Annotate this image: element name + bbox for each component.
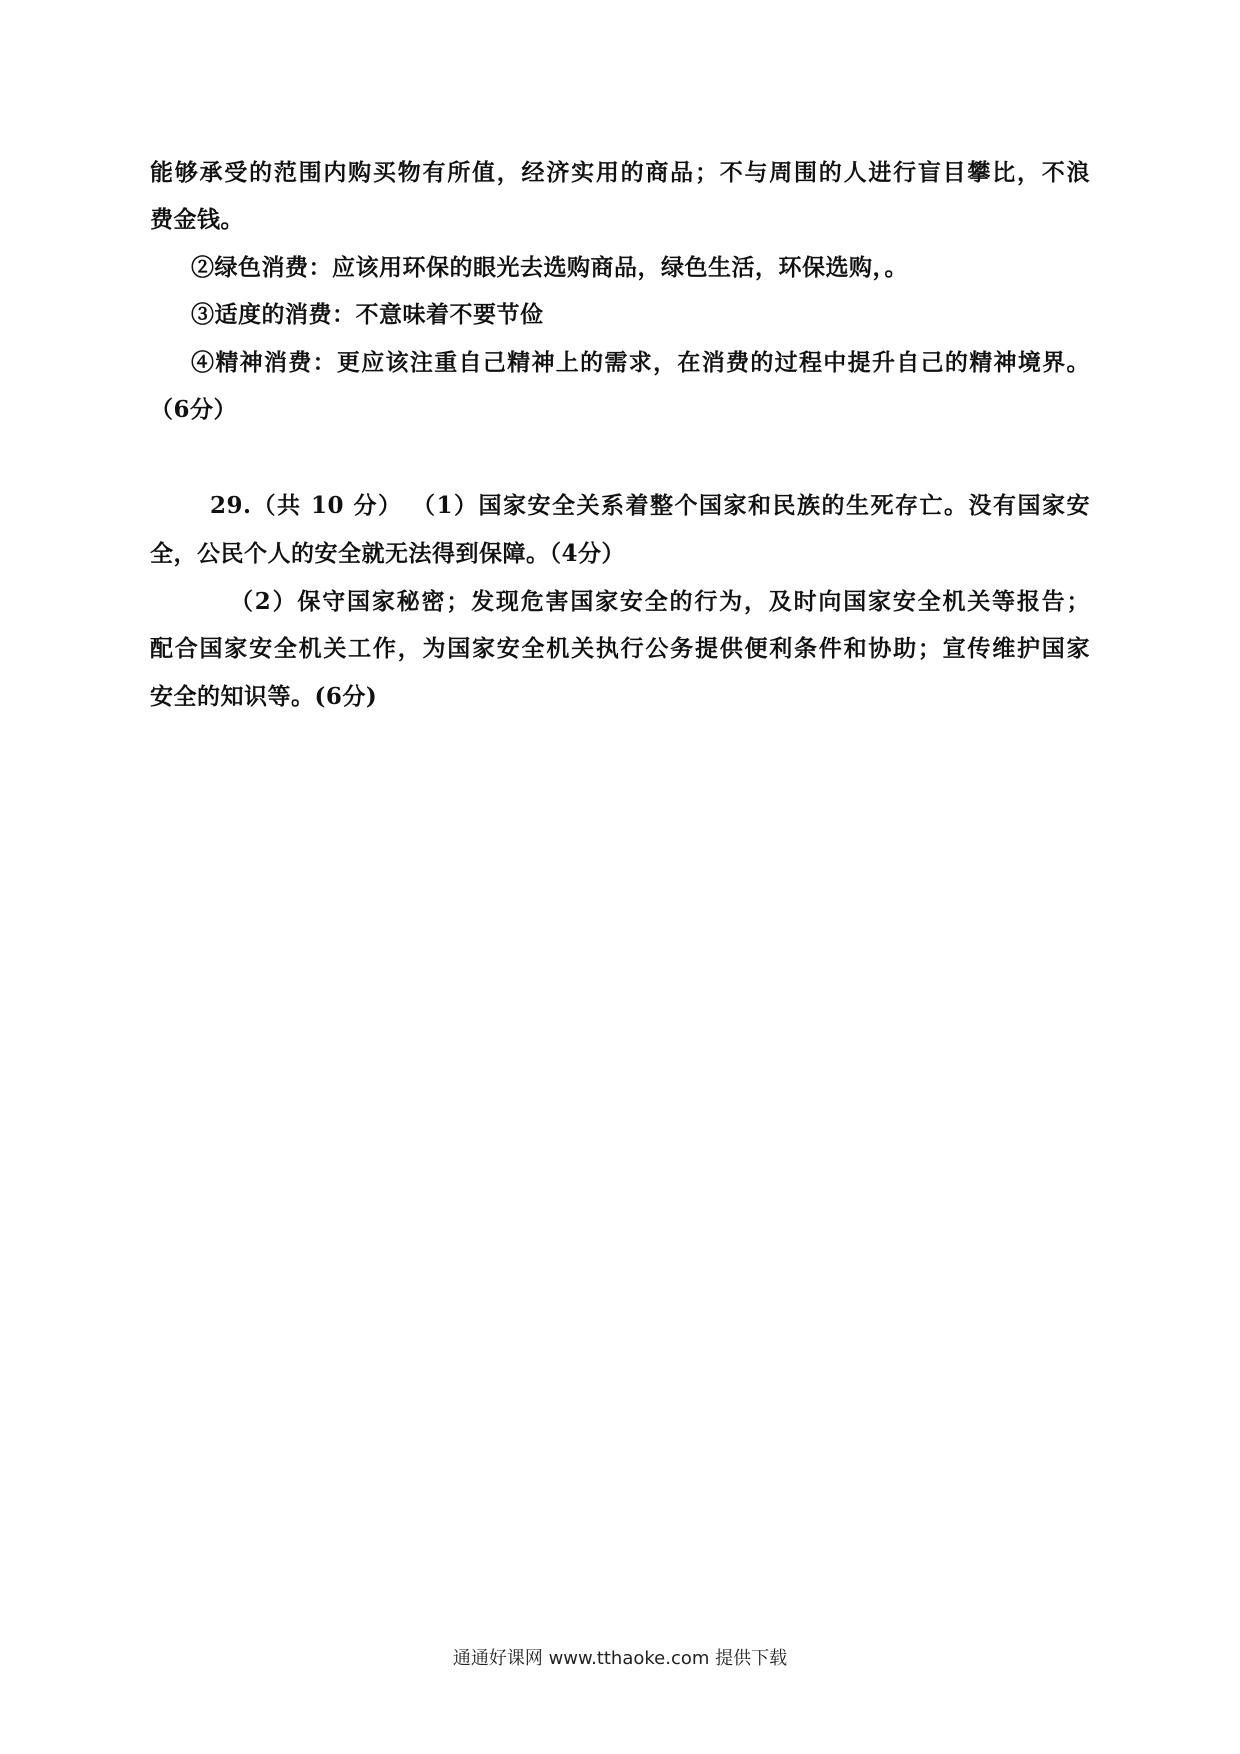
q29-answer-line-2: 全，公民个人的安全就无法得到保障。（4分） (150, 540, 626, 567)
q28-answer-line-1: 能够承受的范围内购买物有所值，经济实用的商品；不与周围的人进行盲目攀比，不浪 (150, 159, 1090, 186)
q28-answer-line-2: 费金钱。 (150, 206, 244, 233)
q28-score: （6分） (150, 396, 238, 423)
q29-answer-line-1: 29.（共 10 分） （1）国家安全关系着整个国家和民族的生死存亡。没有国家安 (210, 492, 1090, 519)
q28-item-spiritual-consumption: ④精神消费：更应该注重自己精神上的需求，在消费的过程中提升自己的精神境界。 (191, 349, 1090, 376)
q29-part2-line-1: （2）保守国家秘密；发现危害国家安全的行为，及时向国家安全机关等报告； (230, 588, 1090, 615)
q28-item-moderate-consumption: ③适度的消费：不意味着不要节俭 (191, 301, 544, 328)
q29-part2-line-2: 配合国家安全机关工作，为国家安全机关执行公务提供便利条件和协助；宣传维护国家 (150, 635, 1090, 662)
q29-part2-line-3: 安全的知识等。(6分) (150, 683, 378, 710)
footer-download-note: 通通好课网 www.tthaoke.com 提供下载 (452, 1648, 788, 1669)
q28-item-green-consumption: ②绿色消费：应该用环保的眼光去选购商品，绿色生活，环保选购，。 (191, 254, 908, 281)
